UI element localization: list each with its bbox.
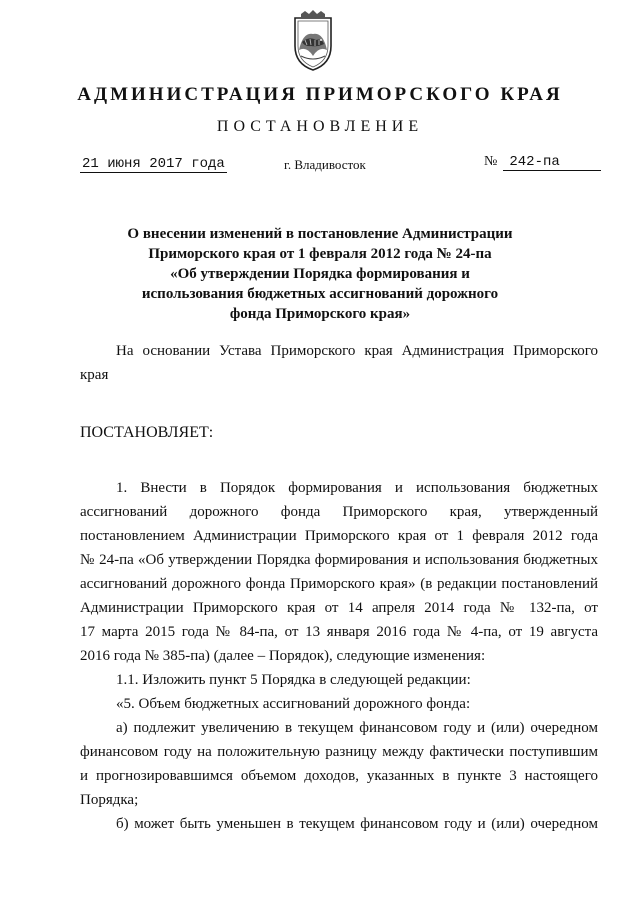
document-number (484, 154, 601, 171)
number-sign: № (484, 154, 498, 169)
body-line: б) может быть уменьшен в текущем финансовом году и (или) очередном (116, 816, 598, 832)
body-line: а) подлежит увеличению в текущем финансовом году и (или) очередном (116, 720, 598, 736)
body-line: ассигнований дорожного фонда Приморского края» (в редакции постановлений (80, 576, 598, 592)
body-line: «5. Объем бюджетных ассигнований дорожного фонда: (116, 696, 471, 712)
title-line: фонда Приморского края» (229, 306, 411, 322)
body-line: № 24-па «Об утверждении Порядка формирования и использования бюджетных (80, 552, 598, 568)
title-line: Приморского края от 1 февраля 2012 года № 24-па (148, 246, 492, 262)
basis-paragraph (80, 339, 598, 387)
body-line: ассигнований дорожного фонда Приморского края, утвержденный (80, 504, 598, 520)
body-line: края (80, 367, 109, 383)
body-line: 1. Внести в Порядок формирования и использования бюджетных (116, 480, 598, 496)
document-title (100, 224, 540, 324)
document-type: ПОСТАНОВЛЕНИЕ (216, 118, 424, 135)
body-line: Администрации Приморского края от 14 апреля 2014 года № 132-па, от (80, 600, 598, 616)
body-line: На основании Устава Приморского края Администрация Приморского (116, 343, 598, 359)
body-line: 17 марта 2015 года № 84-па, от 13 января 2016 года № 4-па, от 19 августа (80, 624, 598, 640)
title-line: О внесении изменений в постановление Администрации (127, 226, 513, 242)
coat-of-arms-emblem (289, 10, 337, 72)
body-line: 1.1. Изложить пункт 5 Порядка в следующей редакции: (116, 672, 471, 688)
document-date (80, 156, 227, 172)
title-line: использования бюджетных ассигнований дорожного (141, 286, 499, 302)
body-line: финансовом году на положительную разницу между фактически поступившим (80, 744, 598, 760)
number-value: 242-па (503, 154, 601, 171)
body-line: Порядка; (80, 792, 139, 808)
main-text (80, 476, 598, 836)
document-city: г. Владивосток (284, 157, 366, 172)
title-line: «Об утверждении Порядка формирования и (170, 266, 470, 282)
body-line: постановлением Администрации Приморского края от 1 февраля 2012 года (80, 528, 598, 544)
body-line: и прогнозировавшимся объемом доходов, указанных в пункте 3 настоящего (80, 768, 598, 784)
document-date-value: 21 июня 2017 года (82, 156, 225, 172)
body-line: 2016 года № 385-па) (далее – Порядок), следующие изменения: (80, 648, 486, 664)
organization-name: АДМИНИСТРАЦИЯ ПРИМОРСКОГО КРАЯ (77, 84, 563, 105)
resolves-heading: ПОСТАНОВЛЯЕТ: (80, 424, 214, 441)
